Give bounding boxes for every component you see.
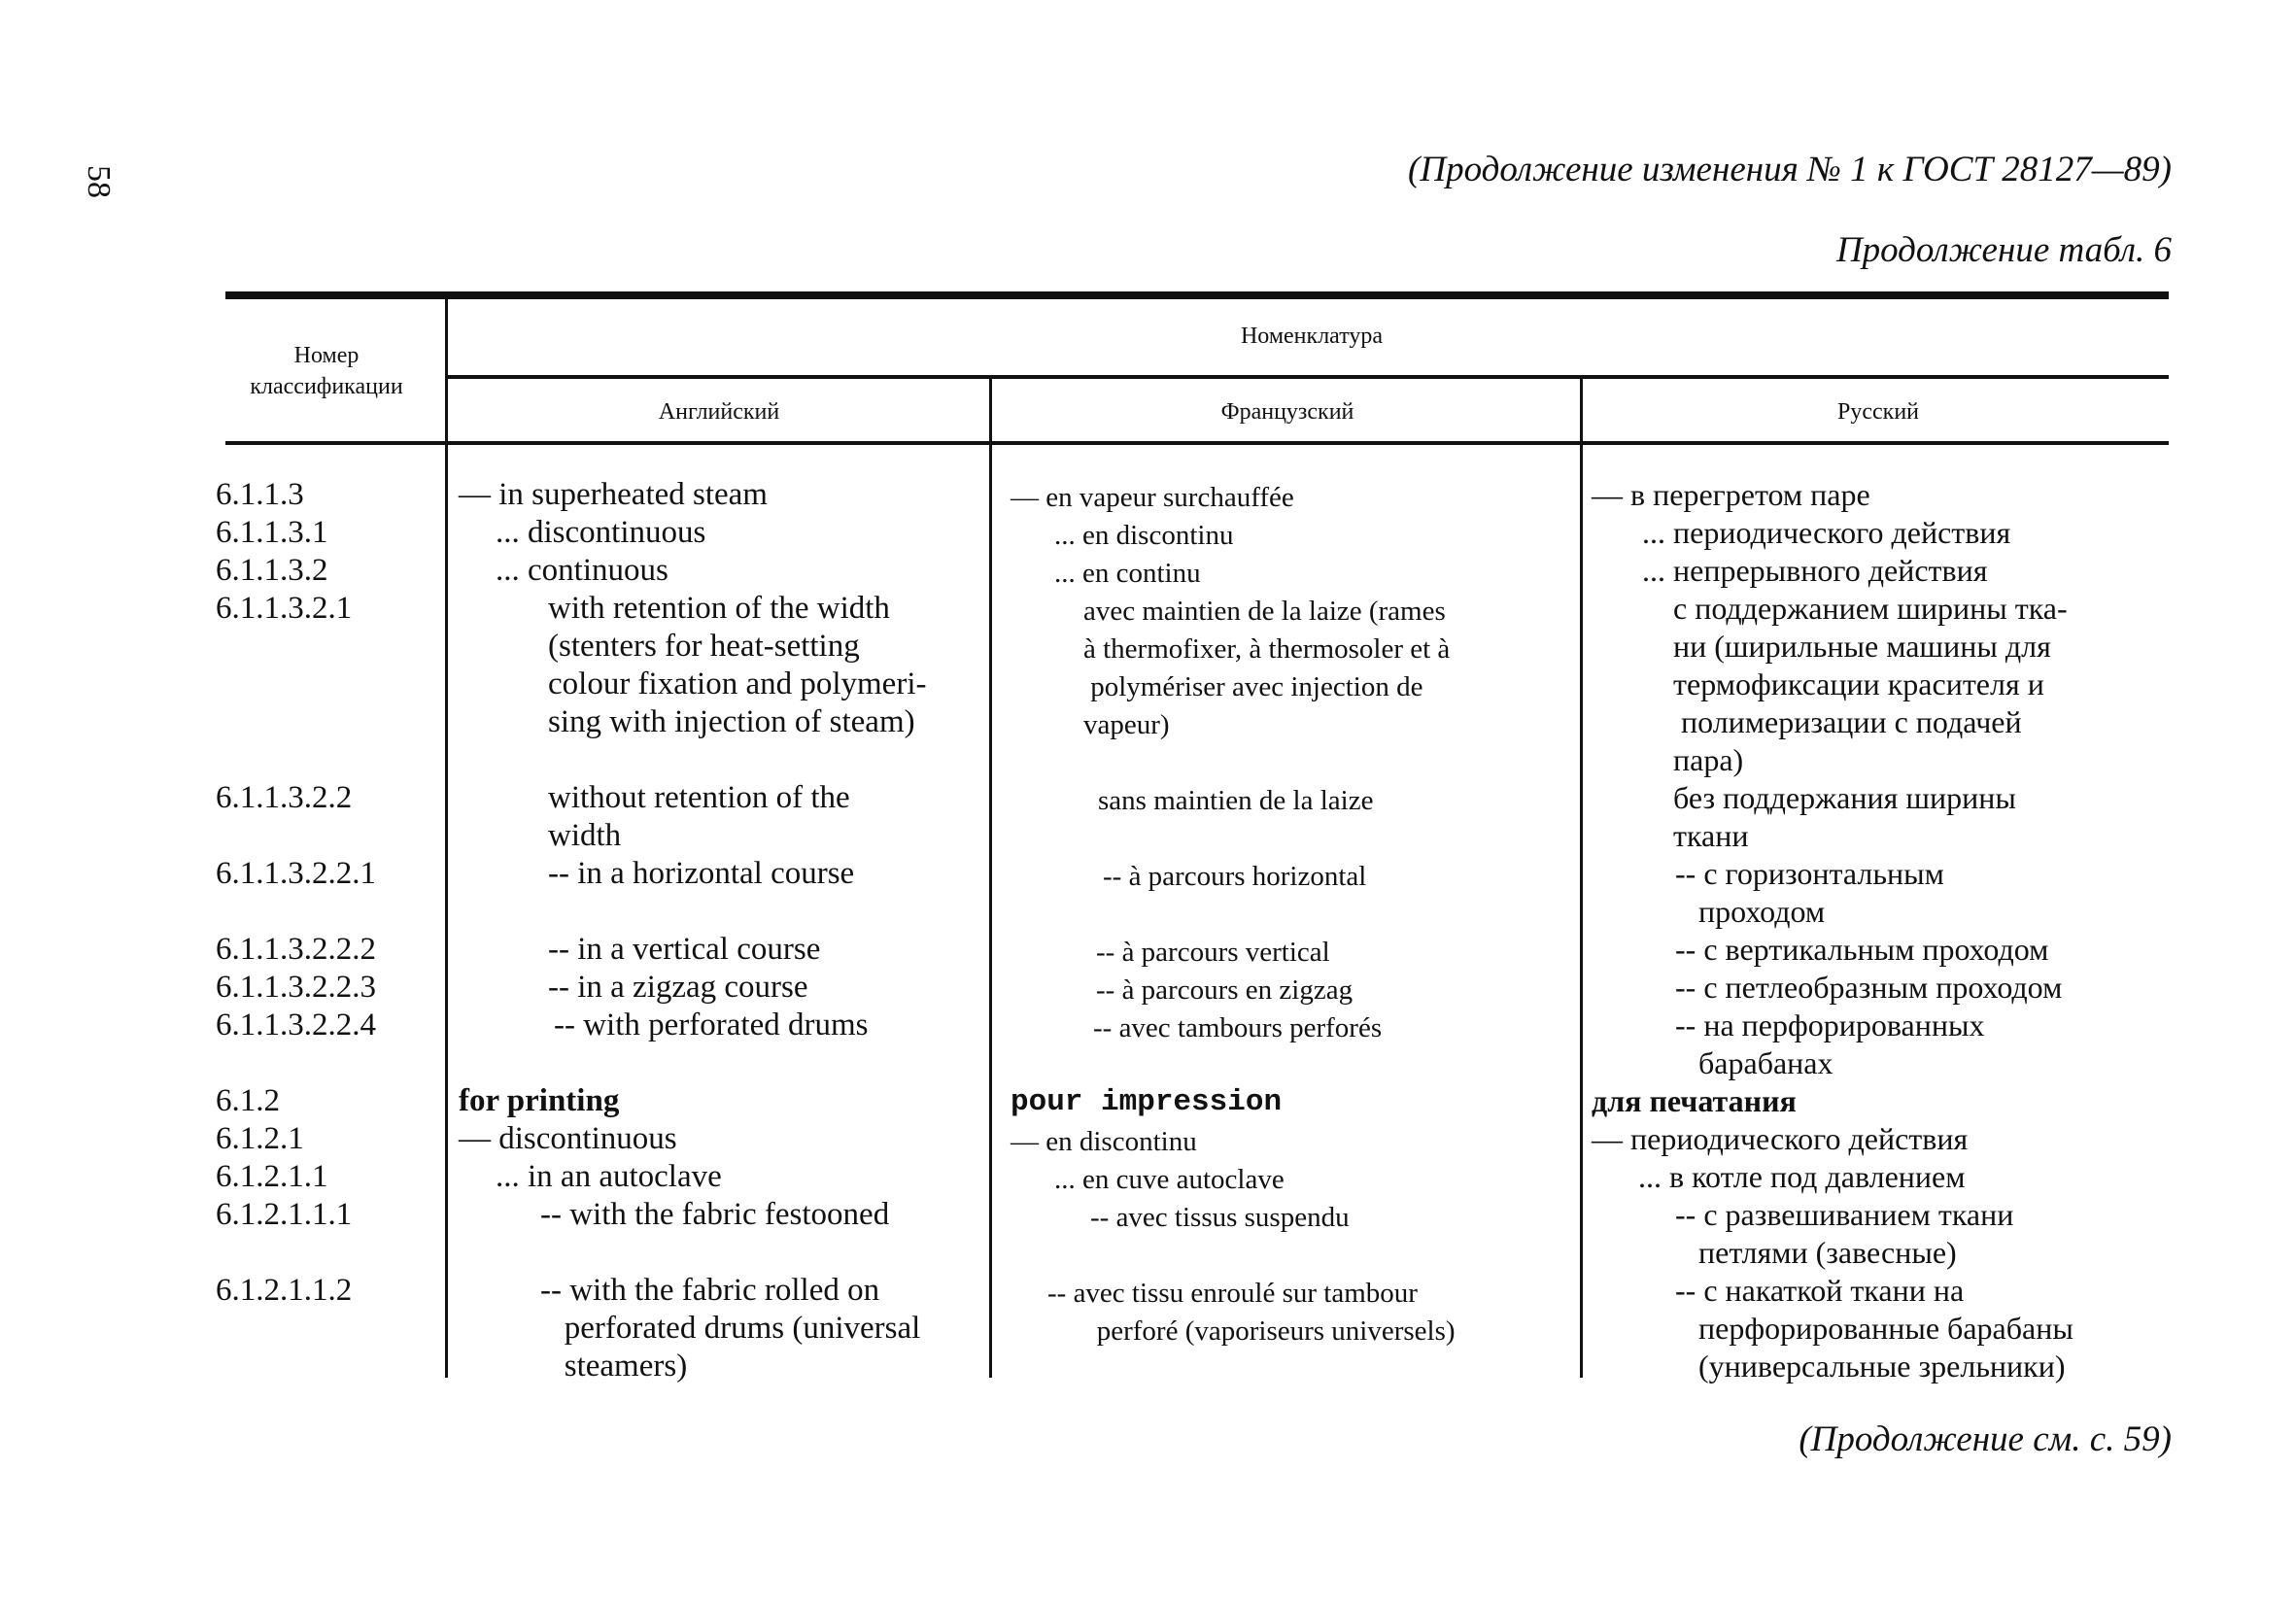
row-number: 6.1.1.3.2.1: [216, 591, 353, 626]
divider-en-fr: [989, 375, 992, 1378]
row-french: — en vapeur surchauffée: [1011, 482, 1294, 513]
row-french: ... en continu: [1054, 558, 1201, 589]
page-number: 58: [81, 165, 117, 198]
row-english: ... continuous: [496, 553, 668, 588]
row-english: — in superheated steam: [459, 477, 768, 512]
row-english: -- with perforated drums: [554, 1008, 869, 1042]
table-top-rule: [225, 291, 2169, 299]
column-header-number: Номер классификации: [250, 343, 403, 400]
row-english: -- in a zigzag course: [548, 970, 808, 1005]
row-number: 6.1.1.3.2.2: [216, 780, 353, 815]
row-number: 6.1.2.1.1: [216, 1159, 328, 1194]
row-russian: ... непрерывного действия: [1642, 553, 1988, 588]
row-french: ... en cuve autoclave: [1054, 1164, 1285, 1195]
row-french: -- à parcours vertical: [1096, 937, 1330, 968]
row-number: 6.1.1.3.2: [216, 553, 328, 588]
row-english: ... discontinuous: [496, 515, 706, 550]
row-french: -- avec tissus suspendu: [1090, 1202, 1350, 1233]
row-english: for printing: [459, 1083, 620, 1118]
divider-num-en: [445, 291, 448, 1378]
header-bottom-rule: [225, 441, 2169, 445]
row-english: -- in a vertical course: [548, 932, 821, 967]
nomenclature-rule: [447, 375, 2169, 379]
row-number: 6.1.1.3.2.2.2: [216, 932, 376, 967]
row-english: -- in a horizontal course: [548, 856, 855, 891]
table-continuation-label: Продолжение табл. 6: [1835, 230, 2172, 270]
row-russian: -- с петлеобразным проходом: [1675, 970, 2063, 1005]
row-french: pour impression: [1011, 1085, 1283, 1119]
row-russian: ... в котле под давлением: [1638, 1159, 1966, 1194]
row-english: ... in an autoclave: [496, 1159, 722, 1194]
row-russian: — периодического действия: [1592, 1121, 1969, 1156]
divider-fr-ru: [1580, 375, 1583, 1378]
row-english: without retention of the width: [548, 780, 850, 853]
column-header-russian: Русский: [1837, 399, 1919, 425]
row-russian: -- с вертикальным проходом: [1675, 932, 2049, 967]
row-russian: для печатания: [1592, 1083, 1797, 1118]
row-french: -- avec tambours perforés: [1093, 1012, 1383, 1043]
row-english: -- with the fabric rolled on perforated drums (universal steamers): [540, 1273, 921, 1384]
row-number: 6.1.2.1.1.2: [216, 1273, 353, 1308]
row-french: avec maintien de la laize (rames à thermofixer, à thermosoler et à polymériser avec injection de vapeur): [1083, 596, 1451, 740]
row-russian: с поддержанием ширины тка- ни (ширильные машины для термофиксации красителя и полимеризации с подачей пара): [1673, 591, 2068, 777]
row-english: with retention of the width (stenters for heat-setting colour fixation and polymeri- sing with injection of steam): [548, 591, 927, 739]
row-french: sans maintien de la laize: [1098, 785, 1374, 816]
row-russian: -- с горизонтальным проходом: [1675, 856, 1944, 929]
column-header-nomenclature: Номенклатура: [1240, 324, 1384, 349]
row-number: 6.1.2.1.1.1: [216, 1197, 353, 1232]
row-french: — en discontinu: [1011, 1126, 1197, 1157]
row-russian: — в перегретом паре: [1592, 477, 1870, 512]
row-english: — discontinuous: [459, 1121, 677, 1156]
row-number: 6.1.2.1: [216, 1121, 304, 1156]
column-header-french: Французский: [1220, 399, 1354, 425]
row-number: 6.1.1.3.2.2.4: [216, 1008, 376, 1042]
continuation-title: (Продолжение изменения № 1 к ГОСТ 28127—89): [1408, 150, 2172, 189]
row-french: -- à parcours en zigzag: [1096, 974, 1354, 1006]
row-number: 6.1.1.3.2.2.3: [216, 970, 376, 1005]
row-russian: -- с развешиванием ткани петлями (завесные): [1675, 1197, 2014, 1270]
row-french: -- à parcours horizontal: [1103, 861, 1367, 892]
row-french: -- avec tissu enroulé sur tambour perforé (vaporiseurs universels): [1047, 1278, 1456, 1347]
row-number: 6.1.1.3: [216, 477, 304, 512]
row-russian: -- с накаткой ткани на перфорированные барабаны (универсальные зрельники): [1675, 1273, 2073, 1384]
row-number: 6.1.2: [216, 1083, 280, 1118]
row-number: 6.1.1.3.1: [216, 515, 328, 550]
row-russian: ... периодического действия: [1642, 515, 2011, 550]
row-russian: без поддержания ширины ткани: [1673, 780, 2016, 853]
row-russian: -- на перфорированных барабанах: [1675, 1008, 1985, 1080]
row-french: ... en discontinu: [1054, 520, 1234, 551]
row-english: -- with the fabric festooned: [540, 1197, 890, 1232]
column-header-english: Английский: [658, 399, 780, 425]
row-number: 6.1.1.3.2.2.1: [216, 856, 376, 891]
continuation-footer: (Продолжение см. с. 59): [1799, 1419, 2172, 1459]
